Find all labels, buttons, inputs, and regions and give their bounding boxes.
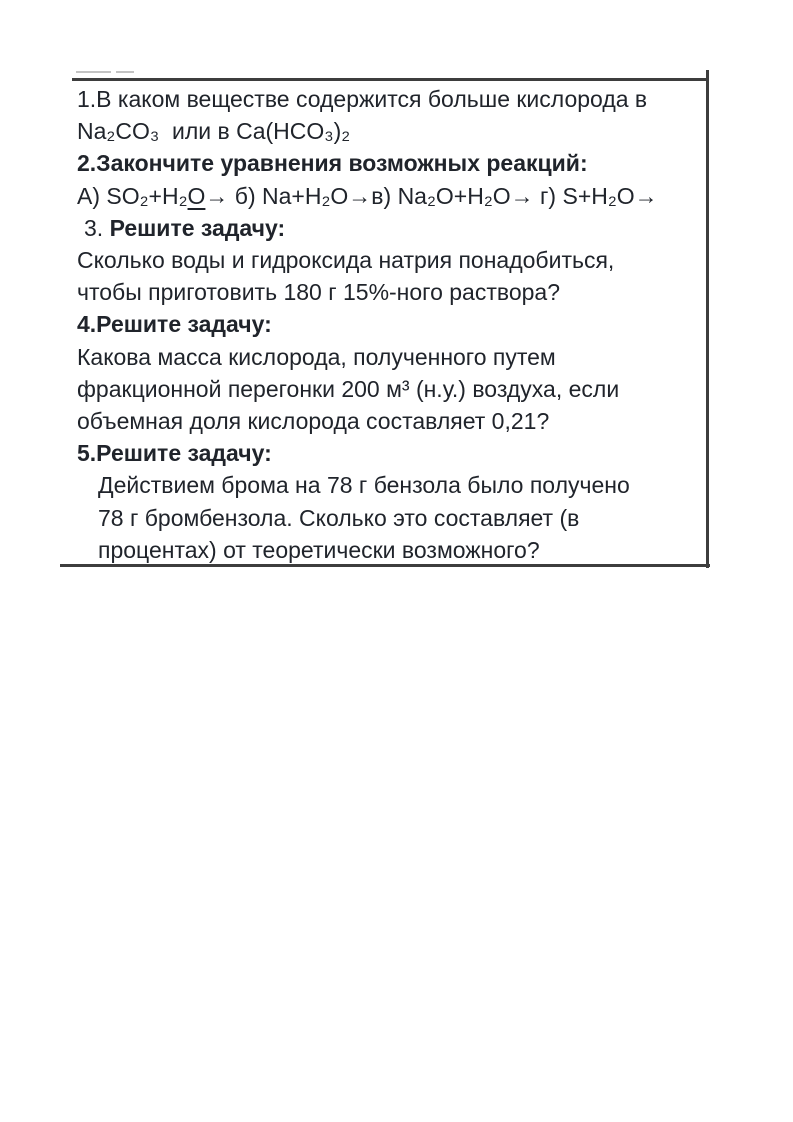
question-4-body-1: Какова масса кислорода, полученного путем bbox=[77, 343, 556, 370]
worksheet-content bbox=[77, 83, 705, 566]
question-4-body-3: объемная доля кислорода составляет 0,21? bbox=[77, 408, 550, 435]
question-5-body-1: Действием брома на 78 г бензола было получено bbox=[98, 472, 630, 499]
question-2-heading: 2.Закончите уравнения возможных реакций: bbox=[77, 150, 588, 177]
question-3-number: 3. bbox=[84, 214, 104, 241]
question-5-body-2: 78 г бромбензола. Сколько это составляет (в bbox=[98, 504, 580, 531]
worksheet-border-top bbox=[72, 78, 709, 81]
worksheet-border-right bbox=[706, 70, 709, 568]
question-3-body-1: Сколько воды и гидроксида натрия понадобиться, bbox=[77, 247, 615, 274]
scan-artifact-dash-1 bbox=[76, 71, 111, 73]
scan-artifact-dash-2 bbox=[116, 71, 134, 73]
question-5-body-3: процентах) от теоретически возможного? bbox=[98, 536, 540, 563]
question-4-heading: 4.Решите задачу: bbox=[77, 311, 272, 338]
question-1-line-1: 1.В каком веществе содержится больше кислорода в bbox=[77, 86, 648, 112]
equation-prefix: А) SO₂+H₂ bbox=[77, 182, 188, 209]
question-3-heading bbox=[77, 212, 705, 244]
question-2-equations bbox=[77, 180, 705, 212]
question-4-body-2: фракционной перегонки 200 м³ (н.у.) воздуха, если bbox=[77, 375, 620, 402]
question-5-heading: 5.Решите задачу: bbox=[77, 440, 272, 467]
question-1-line-2: Na₂CO₃ или в Ca(HCO₃)₂ bbox=[77, 118, 351, 145]
question-3-heading-text: Решите задачу: bbox=[103, 214, 286, 241]
question-3-body-2: чтобы приготовить 180 г 15%-ного раствора? bbox=[77, 279, 560, 306]
equation-underlined-symbol: O bbox=[187, 182, 206, 209]
equation-suffix: → б) Na+H₂O→в) Na₂O+H₂O→ г) S+H₂O→ bbox=[205, 182, 658, 209]
